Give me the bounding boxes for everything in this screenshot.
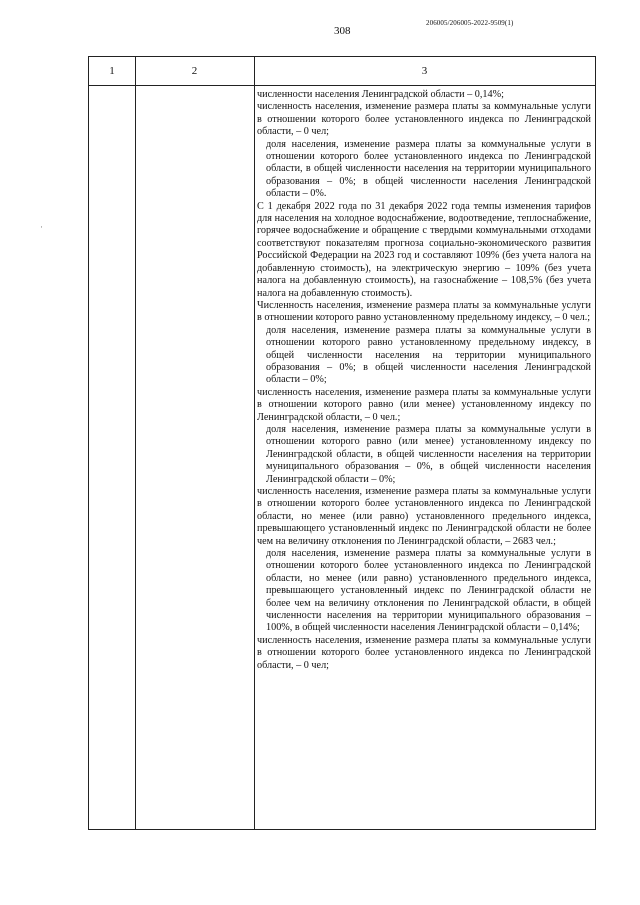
- paragraph: доля населения, изменение размера платы за коммунальные услуги в отношении которого более установленного индекса по Ленинградской области, но менее (или равно) установленного предельного индекса, превышающего установленный индекс по Ленинградской области не более чем на величину отклонения по Ленинградской области, в общей численности населения на территории муниципального образования – 100%, в общей численности населения Ленинградской области – 0,14%;: [266, 548, 591, 634]
- header-divider: [89, 85, 595, 86]
- column-divider-2: [254, 57, 255, 829]
- column-header-3: 3: [421, 65, 428, 77]
- column-3-content: [257, 89, 591, 672]
- document-id: 206005/206005-2022-9509(1): [426, 19, 514, 27]
- paragraph: доля населения, изменение размера платы за коммунальные услуги в отношении которого равно (или менее) установленному индексу по Ленинградской области, в общей численности населения на территории муниципального образования – 0%, в общей численности населения Ленинградской области – 0%;: [266, 423, 591, 485]
- page-number: 308: [334, 25, 351, 37]
- paragraph: численность населения, изменение размера платы за коммунальные услуги в отношении которого более установленного индекса по Ленинградской области, – 0 чел;: [257, 101, 591, 138]
- column-header-2: 2: [191, 65, 198, 77]
- paragraph: численности населения Ленинградской области – 0,14%;: [257, 89, 504, 100]
- paragraph: численность населения, изменение размера платы за коммунальные услуги в отношении которого более установленного индекса по Ленинградской области, – 0 чел;: [257, 634, 591, 671]
- paragraph: С 1 декабря 2022 года по 31 декабря 2022 года темпы изменения тарифов для населения на холодное водоснабжение, водоотведение, теплоснабжение, горячее водоснабжение и обращение с твердыми коммунальными отходами соответствуют показателям прогноза социально-экономического развития Российской Федерации на 2023 год и составляют 109% (без учета налога на добавленную стоимость), на электрическую энергию – 109% (без учета налога на добавленную стоимость), на газоснабжение – 108,5% (без учета налога на добавленную стоимость).: [257, 200, 591, 299]
- scan-speck: ·: [40, 222, 43, 232]
- paragraph: численность населения, изменение размера платы за коммунальные услуги в отношении которого равно (или менее) установленному индексу по Ленинградской области, – 0 чел.;: [257, 386, 591, 423]
- column-header-1: 1: [109, 65, 115, 77]
- column-divider-1: [135, 57, 136, 829]
- paragraph: численность населения, изменение размера платы за коммунальные услуги в отношении которого более установленного индекса по Ленинградской области, но менее (или равно) установленного предельного индекса, превышающего установленный индекс по Ленинградской области не более чем на величину отклонения по Ленинградской области, – 2683 чел.;: [257, 486, 591, 547]
- paragraph: доля населения, изменение размера платы за коммунальные услуги в отношении которого более установленного индекса по Ленинградской области, в общей численности населения на территории муниципального образования – 0%; в общей численности населения Ленинградской области – 0%.: [266, 138, 591, 200]
- data-table: [88, 56, 596, 830]
- paragraph: доля населения, изменение размера платы за коммунальные услуги в отношении которого равно установленному предельному индексу, в общей численности населения на территории муниципального образования – 0%; в общей численности населения Ленинградской области – 0%;: [266, 324, 591, 386]
- paragraph: Численность населения, изменение размера платы за коммунальные услуги в отношении которого равно установленному предельному индексу, – 0 чел.;: [257, 299, 591, 324]
